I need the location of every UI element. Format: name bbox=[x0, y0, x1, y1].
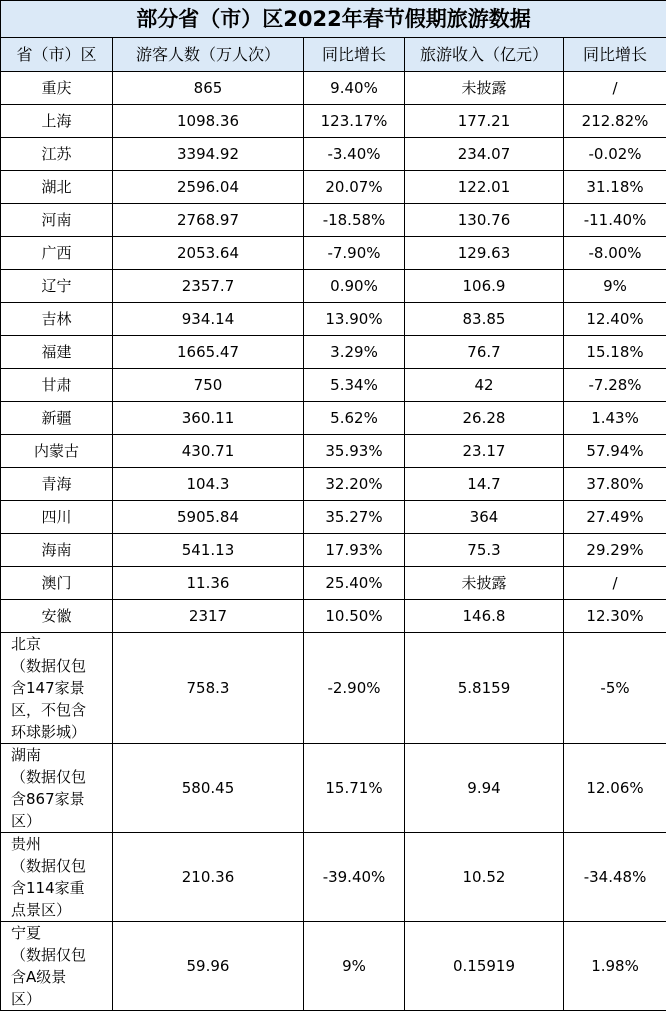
cell-revenue: 0.15919 bbox=[405, 922, 564, 1011]
cell-revenue-growth: 1.98% bbox=[564, 922, 666, 1011]
cell-visitors: 2357.7 bbox=[113, 270, 304, 303]
table-row bbox=[1, 402, 666, 435]
cell-revenue-growth: 27.49% bbox=[564, 501, 666, 534]
table-row bbox=[1, 468, 666, 501]
table-row bbox=[1, 633, 666, 744]
cell-visitors-growth: -2.90% bbox=[304, 633, 405, 744]
cell-revenue: 130.76 bbox=[405, 204, 564, 237]
region-note-line: 含147家景 bbox=[11, 679, 85, 697]
cell-visitors-growth: 32.20% bbox=[304, 468, 405, 501]
cell-visitors-growth: 5.34% bbox=[304, 369, 405, 402]
cell-visitors: 3394.92 bbox=[113, 138, 304, 171]
region-note-line: 区，不包含 bbox=[11, 701, 87, 719]
cell-visitors-growth: 35.93% bbox=[304, 435, 405, 468]
cell-visitors: 2596.04 bbox=[113, 171, 304, 204]
cell-region: 福建 bbox=[1, 336, 113, 369]
region-note-line: （数据仅包 bbox=[11, 857, 87, 875]
cell-revenue-growth: 37.80% bbox=[564, 468, 666, 501]
cell-region: 新疆 bbox=[1, 402, 113, 435]
cell-region bbox=[1, 922, 113, 1011]
cell-visitors: 1098.36 bbox=[113, 105, 304, 138]
region-note-line: 含114家重 bbox=[11, 879, 85, 897]
cell-visitors-growth: -18.58% bbox=[304, 204, 405, 237]
cell-revenue-growth: -7.28% bbox=[564, 369, 666, 402]
cell-visitors-growth: 20.07% bbox=[304, 171, 405, 204]
cell-region: 澳门 bbox=[1, 567, 113, 600]
region-name: 贵州 bbox=[11, 835, 42, 853]
cell-visitors-growth: 10.50% bbox=[304, 600, 405, 633]
cell-region: 广西 bbox=[1, 237, 113, 270]
cell-visitors: 1665.47 bbox=[113, 336, 304, 369]
cell-revenue: 83.85 bbox=[405, 303, 564, 336]
cell-region bbox=[1, 633, 113, 744]
region-name: 宁夏 bbox=[11, 924, 42, 942]
region-note-line: （数据仅包 bbox=[11, 946, 87, 964]
header-visitors-growth: 同比增长 bbox=[304, 38, 405, 72]
cell-revenue-growth: -34.48% bbox=[564, 833, 666, 922]
table-row bbox=[1, 303, 666, 336]
cell-revenue: 5.8159 bbox=[405, 633, 564, 744]
cell-revenue-growth: 57.94% bbox=[564, 435, 666, 468]
table-row bbox=[1, 105, 666, 138]
cell-revenue: 234.07 bbox=[405, 138, 564, 171]
cell-revenue: 76.7 bbox=[405, 336, 564, 369]
cell-revenue-growth: 31.18% bbox=[564, 171, 666, 204]
cell-region bbox=[1, 833, 113, 922]
cell-region: 海南 bbox=[1, 534, 113, 567]
cell-visitors: 59.96 bbox=[113, 922, 304, 1011]
table-row bbox=[1, 336, 666, 369]
header-visitors: 游客人数（万人次） bbox=[113, 38, 304, 72]
cell-revenue: 14.7 bbox=[405, 468, 564, 501]
cell-revenue-growth: 15.18% bbox=[564, 336, 666, 369]
cell-region: 甘肃 bbox=[1, 369, 113, 402]
cell-revenue-growth: 1.43% bbox=[564, 402, 666, 435]
table-row bbox=[1, 237, 666, 270]
cell-visitors: 865 bbox=[113, 72, 304, 105]
cell-visitors-growth: 5.62% bbox=[304, 402, 405, 435]
cell-revenue-growth: 12.40% bbox=[564, 303, 666, 336]
cell-visitors-growth: 9.40% bbox=[304, 72, 405, 105]
cell-region: 辽宁 bbox=[1, 270, 113, 303]
cell-revenue: 146.8 bbox=[405, 600, 564, 633]
cell-region: 青海 bbox=[1, 468, 113, 501]
header-revenue: 旅游收入（亿元） bbox=[405, 38, 564, 72]
cell-visitors: 750 bbox=[113, 369, 304, 402]
cell-visitors: 11.36 bbox=[113, 567, 304, 600]
cell-visitors-growth: -3.40% bbox=[304, 138, 405, 171]
cell-region: 上海 bbox=[1, 105, 113, 138]
cell-visitors-growth: 15.71% bbox=[304, 744, 405, 833]
cell-visitors-growth: 0.90% bbox=[304, 270, 405, 303]
cell-revenue: 23.17 bbox=[405, 435, 564, 468]
table-row bbox=[1, 922, 666, 1011]
cell-visitors: 5905.84 bbox=[113, 501, 304, 534]
cell-visitors-growth: 17.93% bbox=[304, 534, 405, 567]
cell-revenue: 106.9 bbox=[405, 270, 564, 303]
cell-visitors-growth: 3.29% bbox=[304, 336, 405, 369]
cell-visitors-growth: 25.40% bbox=[304, 567, 405, 600]
table-row bbox=[1, 204, 666, 237]
cell-visitors-growth: 9% bbox=[304, 922, 405, 1011]
table-row bbox=[1, 435, 666, 468]
cell-visitors-growth: -7.90% bbox=[304, 237, 405, 270]
cell-region: 吉林 bbox=[1, 303, 113, 336]
cell-visitors: 360.11 bbox=[113, 402, 304, 435]
cell-visitors: 210.36 bbox=[113, 833, 304, 922]
cell-region: 湖北 bbox=[1, 171, 113, 204]
cell-revenue-growth: -5% bbox=[564, 633, 666, 744]
cell-revenue: 122.01 bbox=[405, 171, 564, 204]
cell-visitors-growth: 13.90% bbox=[304, 303, 405, 336]
cell-revenue: 9.94 bbox=[405, 744, 564, 833]
cell-region: 安徽 bbox=[1, 600, 113, 633]
cell-revenue-growth: 12.30% bbox=[564, 600, 666, 633]
region-note-line: 含867家景 bbox=[11, 790, 85, 808]
cell-visitors: 104.3 bbox=[113, 468, 304, 501]
cell-visitors-growth: 123.17% bbox=[304, 105, 405, 138]
table-row bbox=[1, 567, 666, 600]
cell-visitors-growth: 35.27% bbox=[304, 501, 405, 534]
cell-revenue: 42 bbox=[405, 369, 564, 402]
table-row bbox=[1, 72, 666, 105]
cell-revenue: 364 bbox=[405, 501, 564, 534]
cell-revenue: 26.28 bbox=[405, 402, 564, 435]
cell-revenue-growth: / bbox=[564, 567, 666, 600]
cell-region: 河南 bbox=[1, 204, 113, 237]
cell-revenue-growth: -11.40% bbox=[564, 204, 666, 237]
cell-revenue-growth: -8.00% bbox=[564, 237, 666, 270]
region-note-line: 区） bbox=[11, 812, 42, 830]
region-note-line: （数据仅包 bbox=[11, 768, 87, 786]
cell-visitors-growth: -39.40% bbox=[304, 833, 405, 922]
cell-visitors: 541.13 bbox=[113, 534, 304, 567]
region-note-line: 含A级景 bbox=[11, 968, 67, 986]
cell-revenue-growth: / bbox=[564, 72, 666, 105]
cell-region: 内蒙古 bbox=[1, 435, 113, 468]
cell-revenue-growth: 212.82% bbox=[564, 105, 666, 138]
table-row bbox=[1, 270, 666, 303]
table-row bbox=[1, 369, 666, 402]
cell-revenue-growth: 9% bbox=[564, 270, 666, 303]
cell-revenue: 未披露 bbox=[405, 567, 564, 600]
cell-visitors: 430.71 bbox=[113, 435, 304, 468]
cell-revenue: 10.52 bbox=[405, 833, 564, 922]
cell-visitors: 2053.64 bbox=[113, 237, 304, 270]
cell-revenue: 129.63 bbox=[405, 237, 564, 270]
cell-revenue: 75.3 bbox=[405, 534, 564, 567]
table-row bbox=[1, 534, 666, 567]
cell-visitors: 934.14 bbox=[113, 303, 304, 336]
table-row bbox=[1, 744, 666, 833]
cell-revenue-growth: 29.29% bbox=[564, 534, 666, 567]
cell-revenue-growth: 12.06% bbox=[564, 744, 666, 833]
table-title: 部分省（市）区2022年春节假期旅游数据 bbox=[1, 1, 666, 38]
header-row bbox=[1, 38, 666, 72]
cell-visitors: 758.3 bbox=[113, 633, 304, 744]
header-revenue-growth: 同比增长 bbox=[564, 38, 666, 72]
cell-region: 四川 bbox=[1, 501, 113, 534]
region-name: 北京 bbox=[11, 635, 42, 653]
region-note-line: 环球影城） bbox=[11, 723, 87, 741]
cell-region: 江苏 bbox=[1, 138, 113, 171]
table-row bbox=[1, 833, 666, 922]
cell-visitors: 2317 bbox=[113, 600, 304, 633]
cell-revenue: 未披露 bbox=[405, 72, 564, 105]
cell-region bbox=[1, 744, 113, 833]
region-name: 湖南 bbox=[11, 746, 42, 764]
region-note-line: 区） bbox=[11, 990, 42, 1008]
cell-revenue-growth: -0.02% bbox=[564, 138, 666, 171]
cell-visitors: 2768.97 bbox=[113, 204, 304, 237]
table-row bbox=[1, 501, 666, 534]
table-row bbox=[1, 171, 666, 204]
cell-region: 重庆 bbox=[1, 72, 113, 105]
region-note-line: 点景区） bbox=[11, 901, 72, 919]
region-note-line: （数据仅包 bbox=[11, 657, 87, 675]
table-row bbox=[1, 600, 666, 633]
header-region: 省（市）区 bbox=[1, 38, 113, 72]
table-row bbox=[1, 138, 666, 171]
cell-revenue: 177.21 bbox=[405, 105, 564, 138]
cell-visitors: 580.45 bbox=[113, 744, 304, 833]
